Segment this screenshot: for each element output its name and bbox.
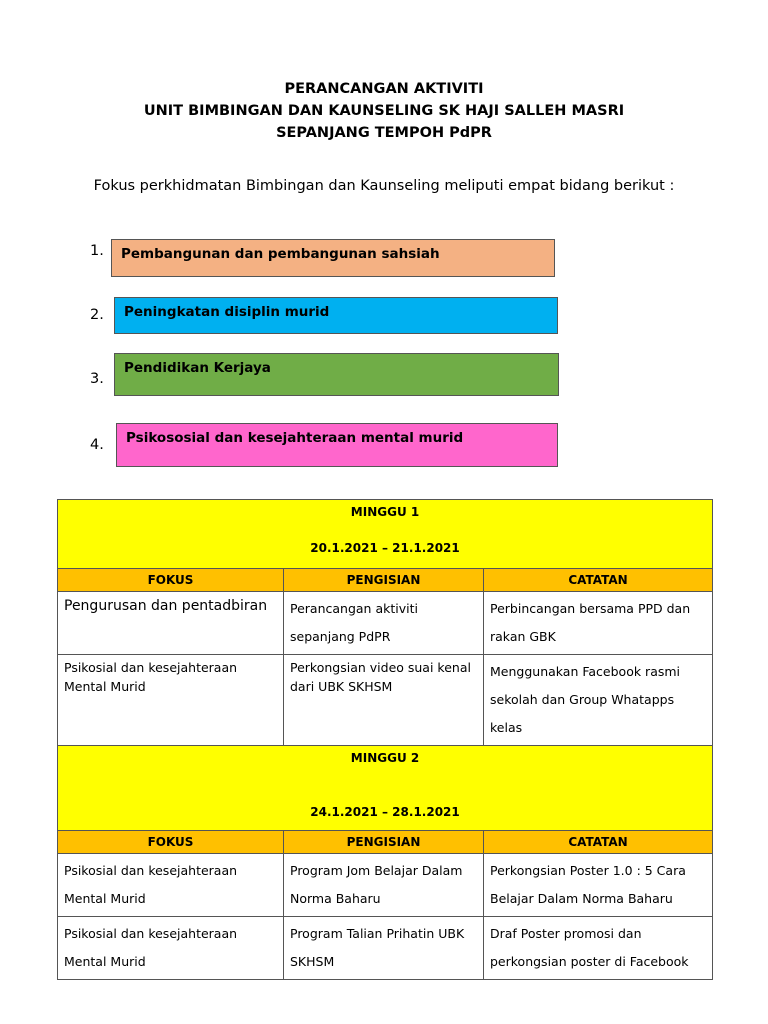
column-header-catatan: CATATAN: [484, 569, 713, 592]
column-header-fokus: FOKUS: [58, 569, 284, 592]
focus-area-3: Pendidikan Kerjaya: [114, 353, 559, 396]
week-title: MINGGU 1: [350, 505, 420, 519]
cell-pengisian: Program Jom Belajar Dalam Norma Baharu: [284, 854, 484, 917]
column-header-row: [58, 831, 713, 854]
focus-number-2: 2.: [90, 307, 104, 323]
cell-pengisian: Perkongsian video suai kenal dari UBK SKHSM: [284, 655, 484, 746]
table-row: [58, 655, 713, 746]
focus-area-4: Psikososial dan kesejahteraan mental murid: [116, 423, 558, 467]
cell-pengisian: Perancangan aktiviti sepanjang PdPR: [284, 592, 484, 655]
cell-fokus: Pengurusan dan pentadbiran: [58, 592, 284, 655]
document-title-line-1: PERANCANGAN AKTIVITI: [284, 81, 484, 97]
week-dates: 24.1.2021 – 28.1.2021: [310, 805, 460, 819]
cell-catatan: Perkongsian Poster 1.0 : 5 Cara Belajar Dalam Norma Baharu: [484, 854, 713, 917]
table-row: [58, 917, 713, 980]
activity-table: [57, 499, 713, 980]
table-row: [58, 592, 713, 655]
cell-fokus: Psikosial dan kesejahteraan Mental Murid: [58, 854, 284, 917]
week-header-row: [58, 746, 713, 831]
intro-text: Fokus perkhidmatan Bimbingan dan Kaunseling meliputi empat bidang berikut :: [93, 178, 675, 194]
cell-fokus: Psikosial dan kesejahteraan Mental Murid: [58, 917, 284, 980]
focus-area-2: Peningkatan disiplin murid: [114, 297, 558, 334]
column-header-row: [58, 569, 713, 592]
document-title-line-2: UNIT BIMBINGAN DAN KAUNSELING SK HAJI SALLEH MASRI: [143, 103, 625, 119]
week-dates: 20.1.2021 – 21.1.2021: [310, 541, 460, 555]
cell-catatan: Perbincangan bersama PPD dan rakan GBK: [484, 592, 713, 655]
cell-catatan: Draf Poster promosi dan perkongsian poster di Facebook: [484, 917, 713, 980]
cell-pengisian: Program Talian Prihatin UBK SKHSM: [284, 917, 484, 980]
table-row: [58, 854, 713, 917]
focus-number-4: 4.: [90, 437, 104, 453]
column-header-fokus: FOKUS: [58, 831, 284, 854]
document-title-line-3: SEPANJANG TEMPOH PdPR: [276, 125, 492, 141]
week-title: MINGGU 2: [350, 751, 420, 765]
focus-number-3: 3.: [90, 371, 104, 387]
focus-number-1: 1.: [90, 243, 104, 259]
column-header-pengisian: PENGISIAN: [284, 569, 484, 592]
cell-fokus: Psikosial dan kesejahteraan Mental Murid: [58, 655, 284, 746]
column-header-pengisian: PENGISIAN: [284, 831, 484, 854]
week-header-row: [58, 500, 713, 569]
column-header-catatan: CATATAN: [484, 831, 713, 854]
cell-catatan: Menggunakan Facebook rasmi sekolah dan Group Whatapps kelas: [484, 655, 713, 746]
focus-area-1: Pembangunan dan pembangunan sahsiah: [111, 239, 555, 277]
